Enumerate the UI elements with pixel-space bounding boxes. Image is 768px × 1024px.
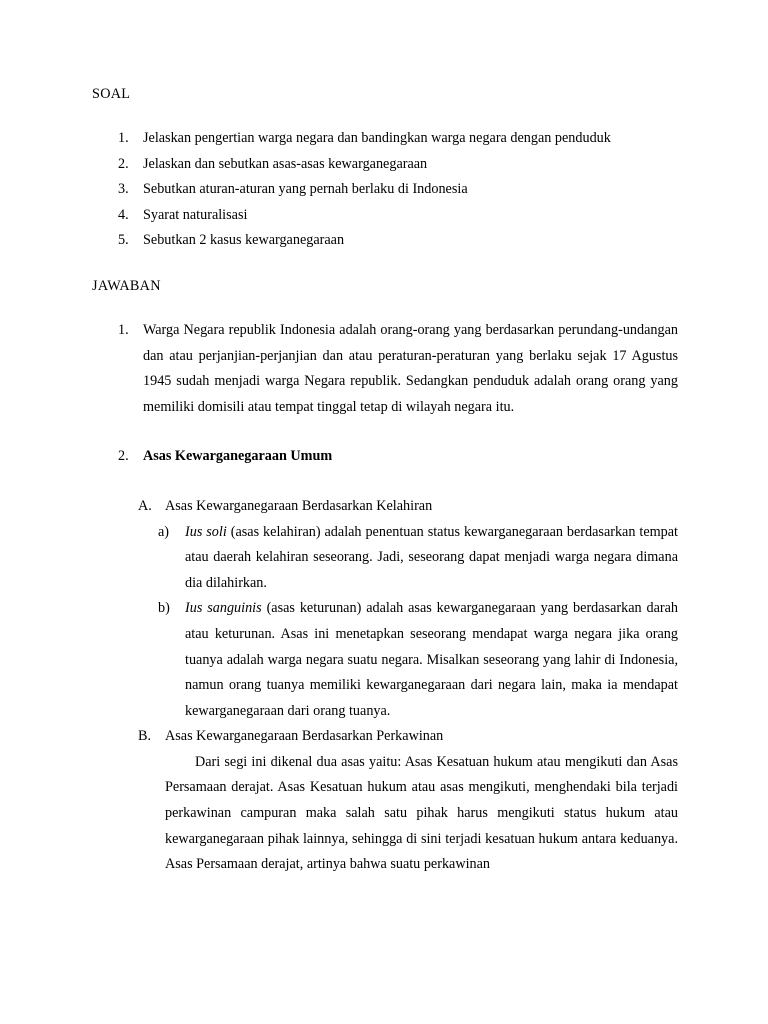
sub-item-term: Ius soli [185,523,227,540]
sub-item-text: (asas keturunan) adalah asas kewarganegaraan yang berdasarkan darah atau keturunan. Asas ini menetapkan seseorang mendapat warga negara jika orang tuanya adalah warga negara suatu negara. Misalkan seseorang yang lahir di Indonesia, namun orang tuanya memiliki kewarganegaraan dari negara lain, maka ia mendapat kewarganegaraan dari orang tuanya. [185,600,679,719]
list-item [92,228,678,254]
list-item [92,203,678,229]
list-item [92,177,678,203]
section-marker: B. [138,728,152,745]
section-a-title-row [92,494,678,520]
sub-item-b [92,596,678,724]
sub-item-a [92,520,678,597]
sub-item-term: Ius sanguinis [185,600,262,617]
list-item-text: Sebutkan aturan-aturan yang pernah berlaku di Indonesia [143,181,468,198]
answer-2-heading: Asas Kewarganegaraan Umum [143,448,333,465]
answer-marker: 2. [118,448,129,465]
list-item-text: Jelaskan dan sebutkan asas-asas kewarganegaraan [143,155,428,172]
section-b-paragraph: Dari segi ini dikenal dua asas yaitu: Asas Kesatuan hukum atau mengikuti dan Asas Persamaan derajat. Asas Kesatuan hukum atau asas mengikuti, menghendaki bila terjadi perkawinan campuran maka salah satu pihak harus mengikuti status hukum atau kewarganegaraan pihak lainnya, sehingga di sini terjadi kesatuan hukum antara keduanya. Asas Persamaan derajat, artinya bahwa suatu perkawinan [165,753,678,873]
jawaban-heading: JAWABAN [92,277,161,294]
list-marker: 3. [118,181,129,198]
list-item [92,126,678,152]
answer-text: Warga Negara republik Indonesia adalah orang-orang yang berdasarkan perundang-undangan dan atau perjanjian-perjanjian dan atau peraturan-peraturan yang berlaku sejak 17 Agustus 1945 sudah menjadi warga Negara republik. Sedangkan penduduk adalah orang orang yang memiliki domisili atau tempat tinggal tetap di wilayah negara itu. [143,321,678,415]
list-marker: 5. [118,232,129,249]
sub-item-marker: b) [158,600,170,617]
answer-1 [92,318,678,420]
answer-2-heading-row [92,444,678,470]
list-item [92,152,678,178]
section-b-title: Asas Kewarganegaraan Berdasarkan Perkawinan [165,728,444,745]
soal-question-list [92,126,678,254]
answer-marker: 1. [118,321,129,338]
list-item-text: Syarat naturalisasi [143,206,248,223]
section-a-title: Asas Kewarganegaraan Berdasarkan Kelahiran [165,497,433,514]
document-content [92,84,678,878]
sub-item-marker: a) [158,523,170,540]
sub-item-text: (asas kelahiran) adalah penentuan status kewarganegaraan berdasarkan tempat atau daerah kelahiran seseorang. Jadi, seseorang dapat menjadi warga negara dimana dia dilahirkan. [185,523,678,591]
list-item-text: Jelaskan pengertian warga negara dan bandingkan warga negara dengan penduduk [143,130,611,146]
soal-heading: SOAL [92,86,131,102]
list-marker: 1. [118,130,129,146]
list-marker: 4. [118,206,129,223]
list-item-text: Sebutkan 2 kasus kewarganegaraan [143,232,345,249]
section-marker: A. [138,497,152,514]
section-b-title-row [92,724,678,750]
list-marker: 2. [118,155,129,172]
